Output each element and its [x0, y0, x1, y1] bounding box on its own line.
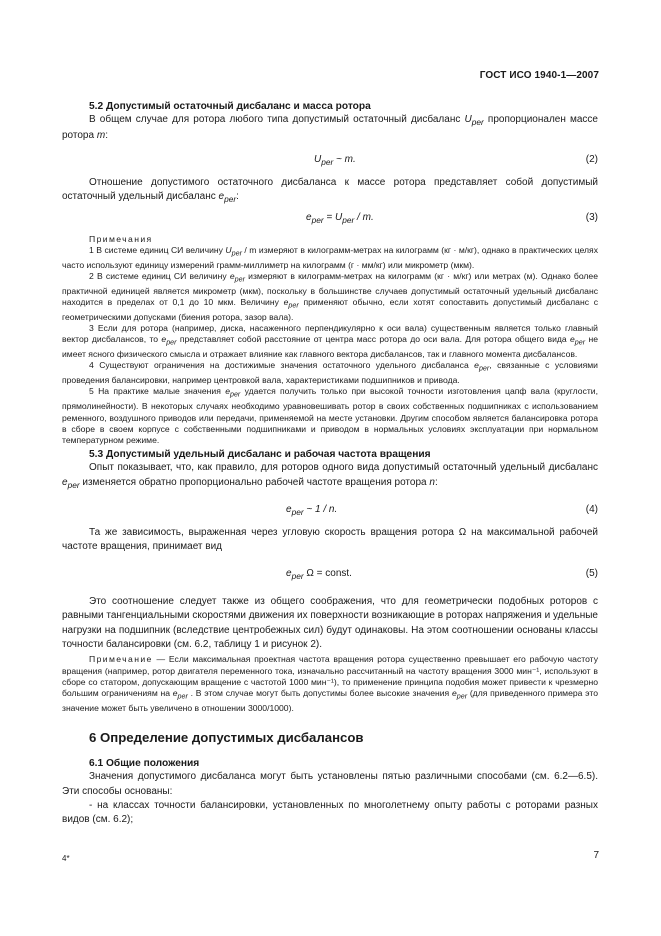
formula-4-number: (4) — [585, 504, 598, 515]
section-5-3-note: Примечание — Если максимальная проектная частота вращения ротора существенно превышает его рабочую частоту вращения (например, ротор двигателя переменного тока, изначально рассчитанный на частоту вращения 3000 мин⁻¹, используют в сборе со статором, допускающим вращение с частотой 1000 мин⁻¹), то применение принципа подобия может привести к чрезмерно большим ограничениям на $e_{per}$ . В этом случае могут быть допустимы более высокие значения $e_{per}$ (для приведенного примера это значение может быть увеличено в отношении 3000/1000). — [62, 654, 598, 713]
signature-mark: 4* — [62, 854, 70, 863]
section-5-3-paragraph-1: Опыт показывает, что, как правило, для роторов одного вида допустимый остаточный удельный дисбаланс $e_{per}$ изменяется обратно пропорционально рабочей частоте вращения ротора n: — [62, 462, 598, 490]
formula-3-expression: $e_{per} = U_{per} / m$. — [306, 211, 374, 225]
section-6-1-paragraph-1: Значения допустимого дисбаланса могут быть установлены пятью различными способами (см. 6.2—6.5). Эти способы основаны: — [62, 771, 598, 797]
formula-2-number: (2) — [585, 153, 598, 165]
note-5: 5 На практике малые значения $e_{per}$ удается получить только при высокой точности изготовления цапф вала (круглости, прямолинейности). В некоторых случаях необходимо уравновешивать ротор в своих собственных подшипниках с использованием ременного, воздушного приводов или передачи, применяемой на месте установки. Другим способом является балансировка ротора в сборе в своем корпусе с собственными подшипниками и приводом в нормальных условиях эксплуатации при нормальном температурном режиме. — [62, 386, 598, 445]
document-code-header: ГОСТ ИСО 1940-1—2007 — [479, 70, 599, 81]
section-5-3-paragraph-2: Та же зависимость, выраженная через угловую скорость вращения ротора Ω на максимальной рабочей частоте вращения, принимает вид — [62, 527, 598, 553]
formula-5 — [62, 555, 598, 593]
section-5-3-title: 5.3 Допустимый удельный дисбаланс и рабочая частота вращения — [89, 449, 431, 461]
section-6-1-title: 6.1 Общие положения — [89, 758, 200, 770]
note-4: 4 Существуют ограничения на достижимые значения остаточного удельного дисбаланса $e_{per}$, связанные с условиями проведения балансировки, например центровкой вала, характеристиками подшипников и привода. — [62, 360, 598, 386]
page-body — [62, 101, 598, 828]
formula-5-number: (5) — [585, 567, 598, 579]
formula-2-expression: $U_{per}$ ~ m. — [314, 153, 356, 167]
formula-4-expression: $e_{per}$ ~ 1 / n. — [286, 504, 338, 517]
section-5-2-paragraph-1: В общем случае для ротора любого типа допустимый остаточный дисбаланс $U_{per}$ пропорционален массе ротора m: — [62, 114, 598, 142]
notes-label: Примечания — [89, 233, 153, 244]
page-number: 7 — [593, 850, 599, 861]
note-1: 1 В системе единиц СИ величину $U_{per}$ / m измеряют в килограмм-метрах на килограмм (кг · м/кг), однако в практических целях часто используют единицу измерений грамм-миллиметр на килограмм (г · мм/кг) или микрометр (мкм). — [62, 244, 598, 270]
section-6-title: 6 Определение допустимых дисбалансов — [89, 730, 364, 746]
formula-4 — [62, 492, 598, 526]
section-5-2-paragraph-2: Отношение допустимого остаточного дисбаланса к массе ротора представляет собой допустимый остаточный удельный дисбаланс $e_{per}$: — [62, 176, 598, 205]
formula-2 — [62, 144, 598, 176]
formula-3 — [62, 207, 598, 234]
formula-5-expression: $e_{per}$ Ω = const. — [286, 567, 352, 581]
section-5-3-paragraph-3: Это соотношение следует также из общего соображения, что для геометрически подобных роторов с равными тангенциальными скоростями движения их поверхности возникающие в роторах напряжения и удельные нагрузки на подшипник (вследствие центробежных сил) будут одинаковы. На этом соотношении основаны классы точности балансировки (см. 6.2, таблицу 1 и рисунок 2). — [62, 595, 598, 651]
formula-3-number: (3) — [585, 211, 598, 223]
note-3: 3 Если для ротора (например, диска, насаженного перпендикулярно к оси вала) существенным является только главный вектор дисбалансов, то $e_{per}$ представляет собой расстояние от центра масс ротора до оси вала. Для ротора общего вида $e_{per}$ не имеет ясного физического смысла и отражает влияние как главного вектора дисбалансов, так и главного момента дисбалансов. — [62, 323, 598, 360]
section-5-2-title: 5.2 Допустимый остаточный дисбаланс и масса ротора — [89, 101, 371, 112]
note-2: 2 В системе единиц СИ величину $e_{per}$ измеряют в килограмм-метрах на килограмм (кг · м/кг) или метрах (м). Однако более практичной единицей является микрометр (мкм), поскольку в большинстве случаев допустимый остаточный удельный дисбаланс находится в пределах от 0,1 до 10 мкм. Величину $e_{per}$ применяют обычно, если хотят сопоставить допустимый дисбаланс с геометрическими допусками (биения ротора, зазор вала). — [62, 270, 599, 322]
section-6-1-paragraph-2: - на классах точности балансировки, установленных по многолетнему опыту работы с роторами разных видов (см. 6.2); — [62, 799, 598, 826]
